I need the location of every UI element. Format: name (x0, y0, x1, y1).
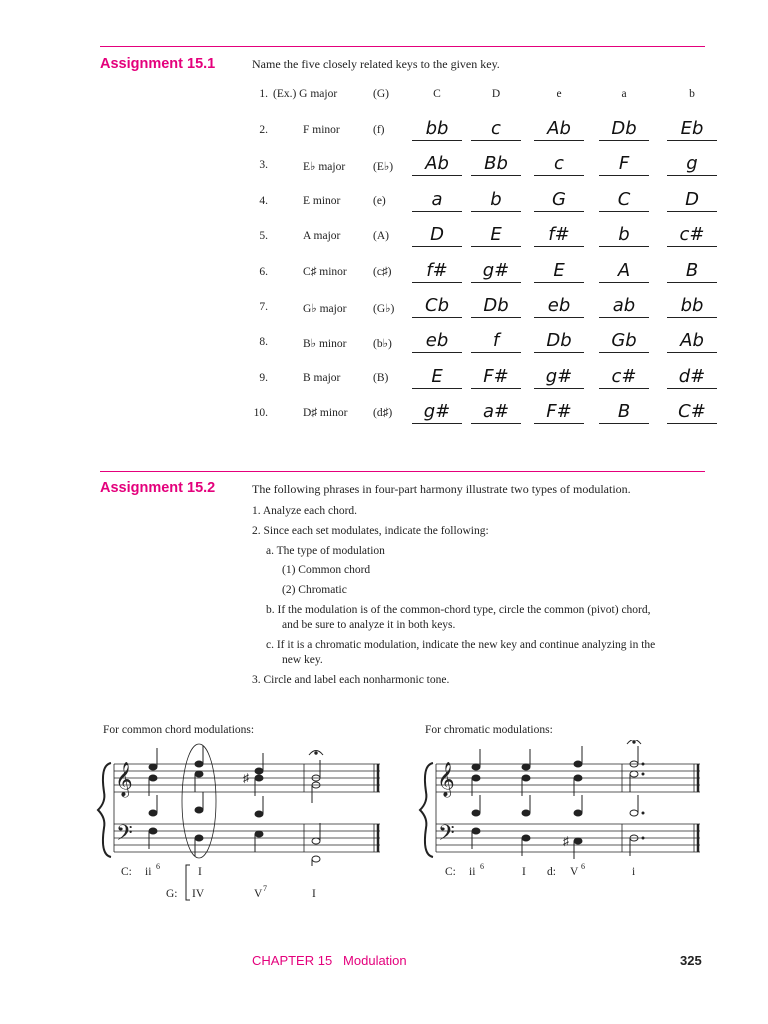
list-item: c. If it is a chromatic modulation, indicate the new key and continue analyzing in the (266, 639, 656, 651)
answer-blank[interactable]: b (471, 189, 521, 212)
row-key: B♭ minor (303, 338, 347, 351)
list-item: b. If the modulation is of the common-chord type, circle the common (pivot) chord, (266, 604, 651, 616)
row-symbol: (b♭) (373, 338, 392, 351)
footer-chapter (252, 953, 407, 968)
row-number: 9. (259, 371, 268, 384)
analysis-figure: 6 (480, 862, 484, 871)
answer-blank[interactable]: c (471, 118, 521, 141)
row-key: G♭ major (303, 303, 347, 315)
answer-blank[interactable]: Eb (667, 118, 717, 141)
analysis-chord: V (570, 866, 579, 878)
answer-blank[interactable]: E (412, 366, 462, 389)
answer-blank[interactable]: C# (667, 401, 717, 424)
answer-blank[interactable]: eb (534, 295, 584, 318)
chapter-number: CHAPTER 15 (252, 953, 333, 968)
answer-blank[interactable]: c# (599, 366, 649, 389)
analysis-key: G: (166, 888, 178, 900)
row-number: 7. (259, 301, 268, 313)
row-symbol: (G♭) (373, 303, 395, 315)
list-item: new key. (282, 654, 323, 666)
answer-blank[interactable]: eb (412, 330, 462, 353)
example-key: b (689, 88, 695, 100)
exercise-row (0, 188, 768, 221)
answer-blank[interactable]: A (599, 260, 649, 283)
row-number: 5. (259, 230, 268, 243)
answer-blank[interactable]: Db (534, 330, 584, 353)
answer-blank[interactable]: C (599, 189, 649, 212)
row-key: E♭ major (303, 161, 346, 174)
answer-blank[interactable]: g# (412, 401, 462, 424)
row-symbol: (E♭) (373, 161, 394, 174)
example-key: e (556, 88, 562, 100)
list-item: 2. Since each set modulates, indicate the following: (252, 525, 489, 537)
section-divider (100, 46, 705, 47)
example-key: D (491, 88, 501, 100)
answer-blank[interactable]: G (534, 189, 584, 212)
assignment-15-1-title: Assignment 15.1 (100, 56, 216, 72)
svg-text:♯: ♯ (563, 834, 569, 848)
analysis-chord: V (254, 888, 263, 900)
answer-blank[interactable]: a (412, 189, 462, 212)
row-symbol: (e) (373, 194, 386, 207)
answer-blank[interactable]: F# (534, 401, 584, 424)
row-key: F minor (303, 124, 340, 136)
answer-blank[interactable]: Bb (471, 153, 521, 176)
answer-blank[interactable]: Gb (599, 330, 649, 353)
exercise-row (0, 365, 768, 398)
list-item: 3. Circle and label each nonharmonic tone. (252, 674, 450, 686)
row-symbol: (B) (373, 371, 389, 384)
answer-blank[interactable]: Db (599, 118, 649, 141)
answer-blank[interactable]: Ab (534, 118, 584, 141)
list-item: and be sure to analyze it in both keys. (282, 619, 456, 631)
row-key: A major (303, 230, 341, 243)
common-chord-label: For common chord modulations: (103, 724, 255, 736)
answer-blank[interactable]: g# (534, 366, 584, 389)
exercise-row (0, 120, 768, 150)
assignment-15-2-title: Assignment 15.2 (100, 480, 216, 496)
music-examples (0, 740, 768, 920)
svg-text:𝄢: 𝄢 (116, 821, 133, 850)
answer-blank[interactable]: g# (471, 260, 521, 283)
example-row (0, 84, 768, 114)
answer-blank[interactable]: f# (412, 260, 462, 283)
answer-blank[interactable]: F# (471, 366, 521, 389)
answer-blank[interactable]: bb (667, 295, 717, 318)
exercise-row (0, 155, 768, 185)
exercise-row (0, 297, 768, 327)
answer-blank[interactable]: Cb (412, 295, 462, 318)
chromatic-score (420, 740, 700, 859)
row-symbol: (d♯) (373, 407, 393, 420)
final-chord (627, 740, 644, 856)
row-key: E minor (303, 194, 341, 207)
assignment-15-2-instruction: The following phrases in four-part harmony illustrate two types of modulation. (252, 482, 631, 496)
answer-blank[interactable]: c (534, 153, 584, 176)
answer-blank[interactable]: B (599, 401, 649, 424)
list-item: 1. Analyze each chord. (252, 505, 358, 517)
answer-blank[interactable]: f# (534, 224, 584, 247)
row-symbol: (A) (373, 230, 389, 243)
svg-text:𝄞: 𝄞 (115, 763, 133, 796)
final-chord (309, 751, 323, 867)
common-chord-score (98, 744, 380, 866)
note-heads (149, 746, 263, 856)
analysis-chord: I (522, 866, 526, 878)
example-key: a (621, 88, 627, 100)
analysis-chord: i (632, 866, 636, 878)
analysis-key: C: (121, 866, 132, 878)
answer-blank[interactable]: Ab (667, 330, 717, 353)
answer-blank[interactable]: b (599, 224, 649, 247)
row-number: 3. (259, 159, 268, 172)
row-key: D♯ minor (303, 407, 348, 420)
analysis-figure: 6 (581, 862, 585, 871)
row-key: (Ex.) G major (273, 88, 338, 100)
exercise-row (0, 403, 768, 433)
answer-blank[interactable]: Db (471, 295, 521, 318)
answer-blank[interactable]: c# (667, 224, 717, 247)
row-symbol: (c♯) (373, 265, 392, 278)
section-divider (100, 471, 705, 472)
row-symbol: (G) (373, 88, 389, 100)
answer-blank[interactable]: g (667, 153, 717, 176)
answer-blank[interactable]: D (667, 189, 717, 212)
chapter-title: Modulation (343, 953, 407, 968)
row-key: C♯ minor (303, 265, 347, 278)
list-item: (2) Chromatic (282, 584, 347, 596)
svg-text:𝄢: 𝄢 (438, 821, 455, 850)
answer-blank[interactable]: D (412, 224, 462, 247)
analysis-chord: I (198, 866, 202, 878)
answer-blank[interactable]: E (471, 224, 521, 247)
analysis-figure: 6 (156, 862, 160, 871)
answer-blank[interactable]: ab (599, 295, 649, 318)
exercise-row (0, 332, 768, 362)
analysis-chord: ii (469, 866, 476, 878)
row-number: 2. (259, 124, 268, 136)
row-number: 8. (259, 336, 268, 349)
chromatic-label: For chromatic modulations: (425, 724, 553, 736)
row-number: 6. (259, 265, 268, 278)
assignment-15-1-instruction: Name the five closely related keys to the given key. (252, 57, 500, 71)
answer-blank[interactable]: F (599, 153, 649, 176)
answer-blank[interactable]: Ab (412, 153, 462, 176)
list-item: (1) Common chord (282, 564, 371, 576)
svg-text:♯: ♯ (243, 771, 249, 785)
answer-blank[interactable]: E (534, 260, 584, 283)
row-number: 4. (259, 194, 268, 207)
answer-blank[interactable]: f (471, 330, 521, 353)
row-number: 1. (259, 88, 268, 100)
exercise-row (0, 226, 768, 256)
analysis-chord: I (312, 888, 316, 900)
analysis-chord: ii (145, 866, 152, 878)
row-symbol: (f) (373, 124, 385, 136)
answer-blank[interactable]: bb (412, 118, 462, 141)
row-number: 10. (253, 407, 268, 420)
list-item: a. The type of modulation (266, 545, 385, 557)
analysis-key: d: (547, 866, 556, 878)
analysis-figure: 7 (263, 884, 267, 893)
common-analysis (121, 862, 316, 900)
page-number: 325 (680, 953, 702, 968)
svg-text:𝄞: 𝄞 (437, 763, 455, 796)
exercise-row (0, 259, 768, 292)
answer-blank[interactable]: d# (667, 366, 717, 389)
chromatic-analysis (445, 862, 635, 878)
analysis-key: C: (445, 866, 456, 878)
analysis-chord: IV (192, 888, 205, 900)
example-key: C (433, 88, 441, 100)
row-key: B major (303, 371, 341, 384)
answer-blank[interactable]: a# (471, 401, 521, 424)
answer-blank[interactable]: B (667, 260, 717, 283)
